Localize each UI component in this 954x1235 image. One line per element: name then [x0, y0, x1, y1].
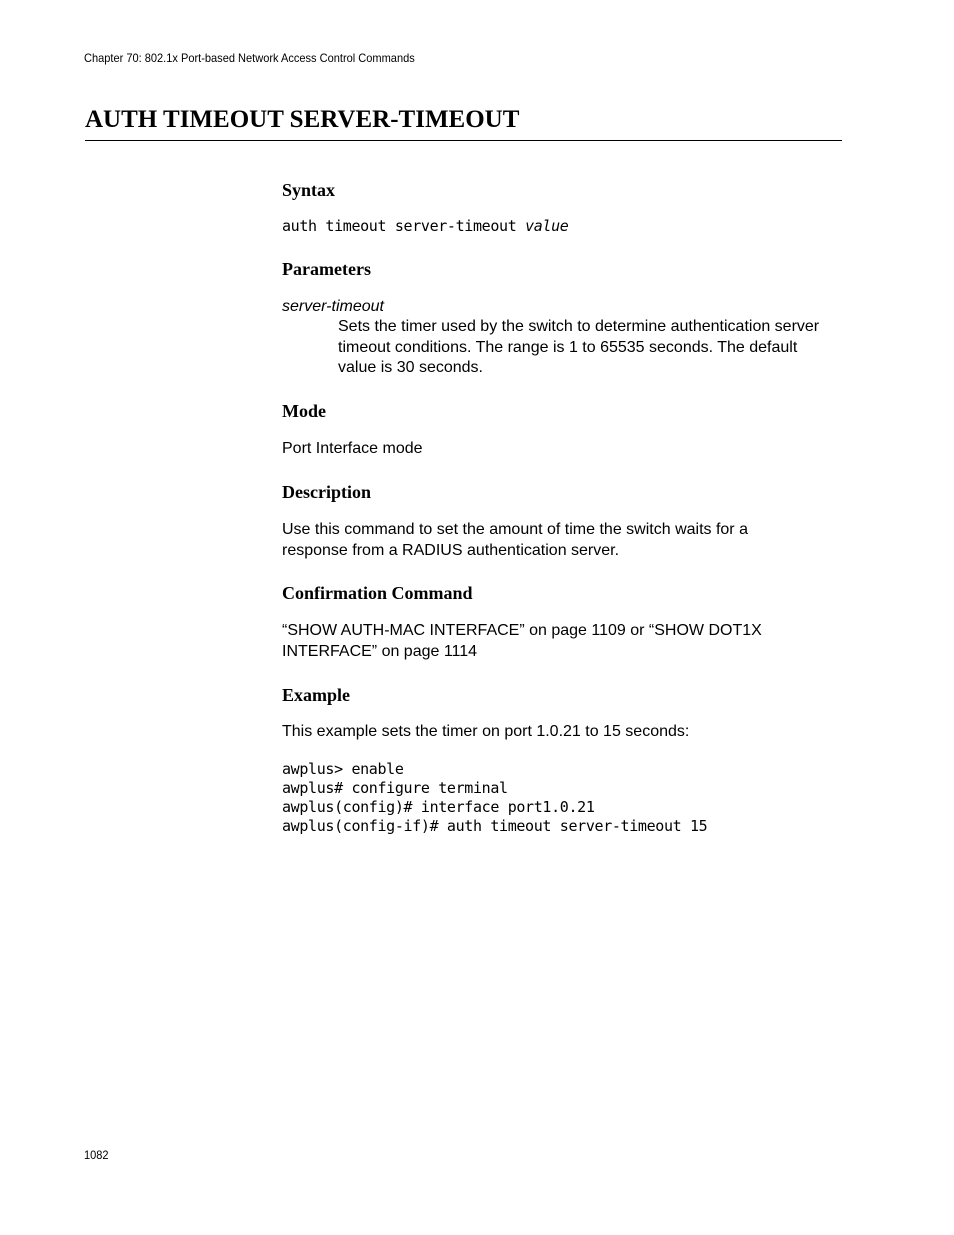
example-code-line: awplus(config)# interface port1.0.21	[282, 798, 595, 816]
example-heading: Example	[282, 685, 351, 705]
syntax-command	[282, 217, 568, 236]
syntax-argument: value	[525, 217, 569, 235]
page-number: 1082	[84, 1148, 109, 1162]
description-heading: Description	[282, 482, 371, 502]
example-code-line: awplus(config-if)# auth timeout server-timeout 15	[282, 817, 708, 835]
example-code-line: awplus> enable	[282, 760, 404, 778]
example-code-line: awplus# configure terminal	[282, 779, 508, 797]
confirmation-heading: Confirmation Command	[282, 583, 473, 603]
parameter-description: Sets the timer used by the switch to determine authentication server timeout conditions. The range is 1 to 65535 seconds. The default value is 30 seconds.	[338, 318, 820, 376]
mode-text: Port Interface mode	[282, 440, 423, 457]
syntax-heading: Syntax	[282, 180, 336, 200]
parameters-heading: Parameters	[282, 259, 371, 279]
parameter-name: server-timeout	[282, 298, 384, 315]
title-rule	[85, 140, 842, 141]
example-intro: This example sets the timer on port 1.0.21 to 15 seconds:	[282, 723, 690, 740]
page-title: AUTH TIMEOUT SERVER-TIMEOUT	[85, 106, 520, 133]
mode-heading: Mode	[282, 401, 326, 421]
description-text: Use this command to set the amount of time the switch waits for a response from a RADIUS authentication server.	[282, 521, 748, 559]
syntax-command-text: auth timeout server-timeout	[282, 217, 526, 235]
confirmation-text: “SHOW AUTH-MAC INTERFACE” on page 1109 or “SHOW DOT1X INTERFACE” on page 1114	[282, 622, 762, 660]
chapter-header: Chapter 70: 802.1x Port-based Network Access Control Commands	[84, 51, 415, 65]
